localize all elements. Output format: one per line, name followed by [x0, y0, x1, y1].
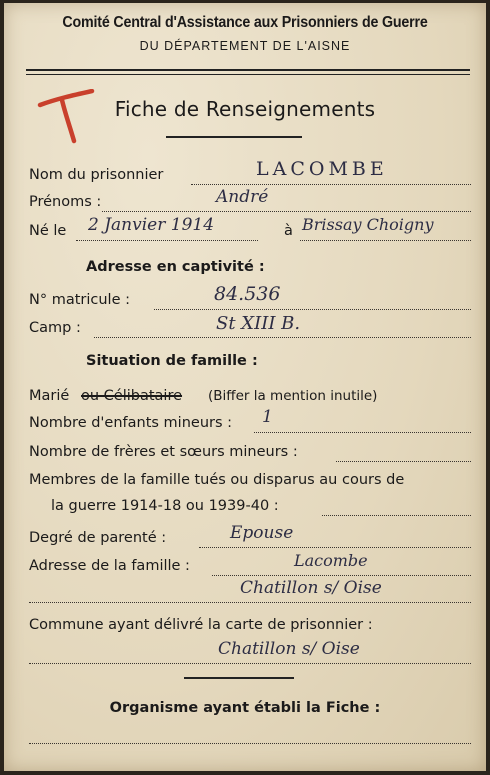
form-title: Fiche de Renseignements — [114, 97, 376, 121]
name-label: Nom du prisonnier — [29, 167, 164, 183]
serial-number-label: N° matricule : — [29, 292, 130, 308]
birth-date-value: 2 Janvier 1914 — [88, 215, 215, 235]
serial-number-line — [154, 309, 471, 310]
family-situation-heading: Situation de famille : — [86, 353, 258, 369]
deceased-members-label-line2: la guerre 1914-18 ou 1939-40 : — [51, 498, 279, 514]
camp-line — [94, 337, 471, 338]
first-names-line — [102, 211, 471, 212]
birth-date-line — [76, 240, 258, 241]
information-card — [4, 3, 486, 771]
minor-siblings-label: Nombre de frères et sœurs mineurs : — [29, 444, 298, 460]
married-option: Marié — [29, 388, 70, 404]
section-divider — [184, 677, 294, 679]
single-option-struck: ou Célibataire — [81, 388, 183, 404]
committee-name: Comité Central d'Assistance aux Prisonniers de Guerre — [62, 14, 428, 31]
minor-children-value: 1 — [262, 407, 273, 427]
issuing-commune-line — [29, 663, 471, 664]
first-names-label: Prénoms : — [29, 194, 102, 210]
birth-place-prefix: à — [284, 223, 293, 239]
family-address-line — [212, 575, 471, 576]
family-address-value1: Lacombe — [294, 551, 368, 570]
minor-children-line — [254, 432, 471, 433]
family-address-label: Adresse de la famille : — [29, 558, 190, 574]
serial-number-value: 84.536 — [214, 283, 281, 305]
relationship-value: Epouse — [230, 523, 294, 543]
camp-label: Camp : — [29, 320, 81, 336]
name-value: LACOMBE — [256, 158, 388, 180]
organisation-line — [29, 743, 471, 744]
issuing-commune-label: Commune ayant délivré la carte de prisonnier : — [29, 617, 373, 633]
strike-instruction: (Biffer la mention inutile) — [208, 388, 378, 404]
header-rule — [26, 69, 470, 71]
first-names-value: André — [216, 187, 269, 207]
camp-value: St XIII B. — [216, 313, 301, 334]
department-name: DU DÉPARTEMENT DE L'AISNE — [139, 39, 351, 53]
birth-place-value: Brissay Choigny — [302, 215, 434, 234]
deceased-members-line — [322, 515, 471, 516]
captivity-address-heading: Adresse en captivité : — [86, 259, 265, 275]
minor-siblings-line — [336, 461, 471, 462]
family-address-value2: Chatillon s/ Oise — [240, 578, 382, 598]
relationship-label: Degré de parenté : — [29, 530, 167, 546]
organisation-heading: Organisme ayant établi la Fiche : — [109, 700, 381, 716]
issuing-commune-value: Chatillon s/ Oise — [218, 639, 360, 659]
minor-children-label: Nombre d'enfants mineurs : — [29, 415, 233, 431]
family-address-line2 — [29, 602, 471, 603]
title-underline — [166, 136, 302, 138]
birth-place-line — [300, 240, 471, 241]
deceased-members-label-line1: Membres de la famille tués ou disparus au cours de — [29, 472, 405, 488]
birth-date-label: Né le — [29, 223, 67, 239]
name-line — [191, 184, 471, 185]
header-rule-thin — [26, 74, 470, 75]
relationship-line — [199, 547, 471, 548]
